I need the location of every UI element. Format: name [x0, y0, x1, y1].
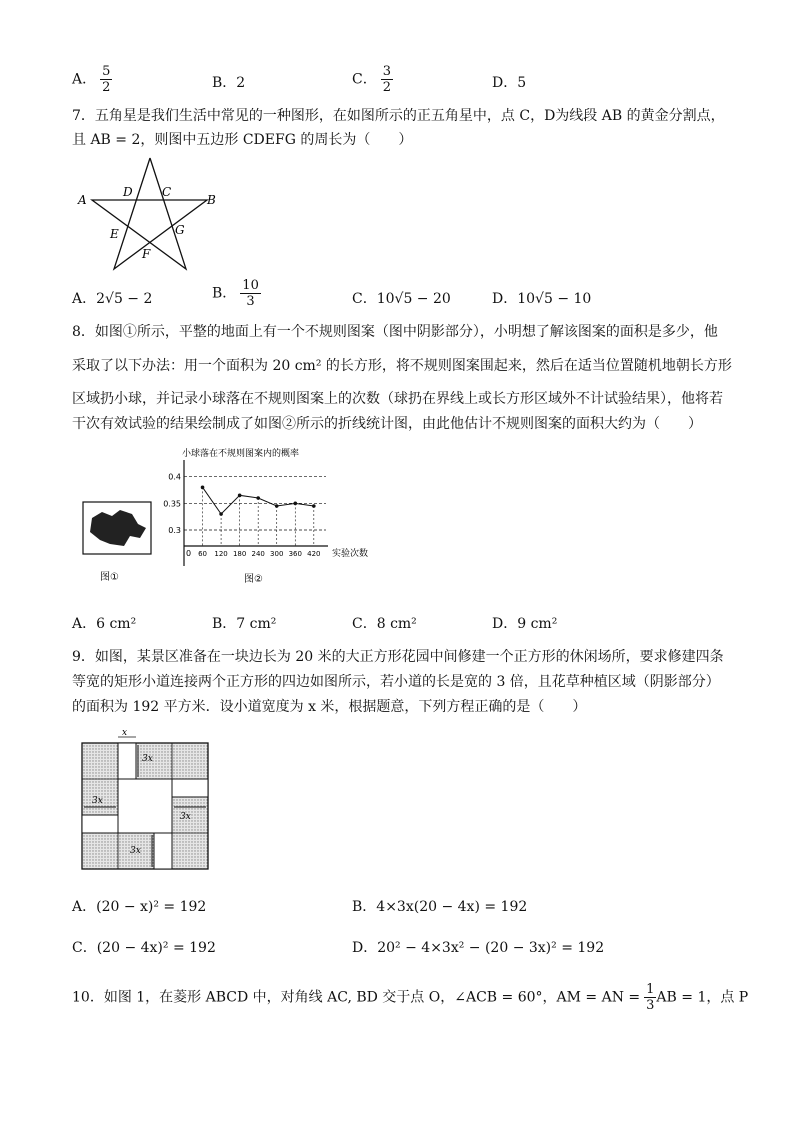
- origin-label: 0: [186, 549, 192, 558]
- label-C: C: [162, 185, 172, 199]
- label-D: D: [123, 185, 133, 199]
- x-tick-label: 120: [214, 550, 228, 558]
- q7-option-d: D．10√5 − 10: [492, 291, 592, 307]
- q6-option-c: C． $\frac{3}{2}$: [352, 64, 391, 95]
- y-tick-label: 0.35: [163, 499, 181, 509]
- x-tick-label: 300: [270, 550, 284, 558]
- data-point: [238, 494, 242, 498]
- y-tick-label: 0.3: [168, 526, 181, 535]
- figure-1-irregular-shape: [80, 500, 160, 585]
- q8-text-line4: 干次有效试验的结果绘制成了如图②所示的折线统计图，由此他估计不规则图案的面积大约为（ ）: [72, 416, 702, 432]
- q8-option-c: C．8 cm²: [352, 616, 417, 632]
- q7-option-c: C．10√5 − 20: [352, 291, 451, 307]
- data-point: [275, 504, 279, 508]
- q9-option-c: C．(20 − 4x)² = 192: [72, 940, 216, 956]
- label-G: G: [175, 223, 185, 237]
- data-point: [256, 496, 260, 500]
- q9-text-line2: 等宽的矩形小道连接两个正方形的四边如图所示，若小道的长是宽的 3 倍，且花草种植区域（阴影部分）: [72, 674, 720, 690]
- fig2-caption: 图②: [244, 574, 263, 585]
- q10-text-line1: 10．如图 1，在菱形 ABCD 中，对角线 AC, BD 交于点 O，∠ACB = 60°，AM = AN = $\frac{1}{3}$ AB = 1，点 P: [72, 982, 749, 1013]
- label-E: E: [110, 227, 119, 241]
- label-x: x: [122, 728, 128, 738]
- q9-option-a: A．(20 − x)² = 192: [72, 899, 207, 915]
- data-point: [219, 512, 223, 516]
- x-axis-label: 实验次数: [332, 549, 369, 559]
- garden-figure: [80, 727, 214, 873]
- q8-text-line1: 8．如图①所示，平整的地面上有一个不规则图案（图中阴影部分），小明想了解该图案的面积是多少，他: [72, 324, 718, 340]
- q7-option-b: B． $\frac{10}{3}$: [212, 278, 259, 309]
- chart-title: 小球落在不规则图案内的概率: [182, 449, 300, 459]
- data-point: [293, 502, 297, 506]
- q6-option-a: A． $\frac{5}{2}$: [72, 64, 111, 95]
- x-tick-label: 60: [198, 550, 208, 558]
- data-point: [312, 504, 316, 508]
- q8-option-b: B．7 cm²: [212, 616, 277, 632]
- q8-option-a: A．6 cm²: [72, 616, 137, 632]
- label-3x-top: 3x: [142, 754, 153, 764]
- x-tick-label: 180: [232, 550, 247, 558]
- q8-text-line3: 区域扔小球，并记录小球落在不规则图案上的次数（球扔在界线上或长方形区域外不计试验结果），他将若: [72, 391, 723, 407]
- q8-option-d: D．9 cm²: [492, 616, 558, 632]
- q6-option-b: B．2: [212, 75, 246, 91]
- label-A: A: [78, 193, 87, 207]
- y-tick-label: 0.4: [168, 472, 181, 482]
- label-3x-left: 3x: [92, 796, 103, 806]
- data-point: [201, 486, 205, 490]
- q9-text-line1: 9．如图，某景区准备在一块边长为 20 米的大正方形花园中间修建一个正方形的休闲场所，要求修建四条: [72, 649, 724, 665]
- q9-option-d: D．20² − 4×3x² − (20 − 3x)² = 192: [352, 940, 605, 956]
- label-3x-right: 3x: [180, 812, 191, 822]
- label-B: B: [207, 193, 216, 207]
- fig1-caption: 图①: [100, 572, 119, 583]
- q7-text-line1: 7．五角星是我们生活中常见的一种图形，在如图所示的正五角星中，点 C，D为线段 AB 的黄金分割点，: [72, 108, 725, 124]
- x-tick-label: 240: [251, 550, 265, 558]
- q7-option-a: A．2√5 − 2: [72, 291, 153, 307]
- label-F: F: [142, 247, 151, 261]
- pentagram-figure: [72, 152, 222, 274]
- q9-option-b: B．4×3x(20 − 4x) = 192: [352, 899, 528, 915]
- probability-line-chart: [163, 446, 410, 586]
- q8-text-line2: 采取了以下办法：用一个面积为 20 cm² 的长方形，将不规则图案围起来，然后在适当位置随机地朝长方形: [72, 358, 732, 374]
- x-tick-label: 420: [307, 550, 321, 558]
- q6-option-d: D．5: [492, 75, 527, 91]
- x-tick-label: 360: [288, 550, 302, 558]
- label-3x-bottom: 3x: [130, 846, 141, 856]
- q7-text-line2: 且 AB = 2，则图中五边形 CDEFG 的周长为（ ）: [72, 132, 413, 148]
- q9-text-line3: 的面积为 192 平方米．设小道宽度为 x 米，根据题意，下列方程正确的是（ ）: [72, 699, 587, 715]
